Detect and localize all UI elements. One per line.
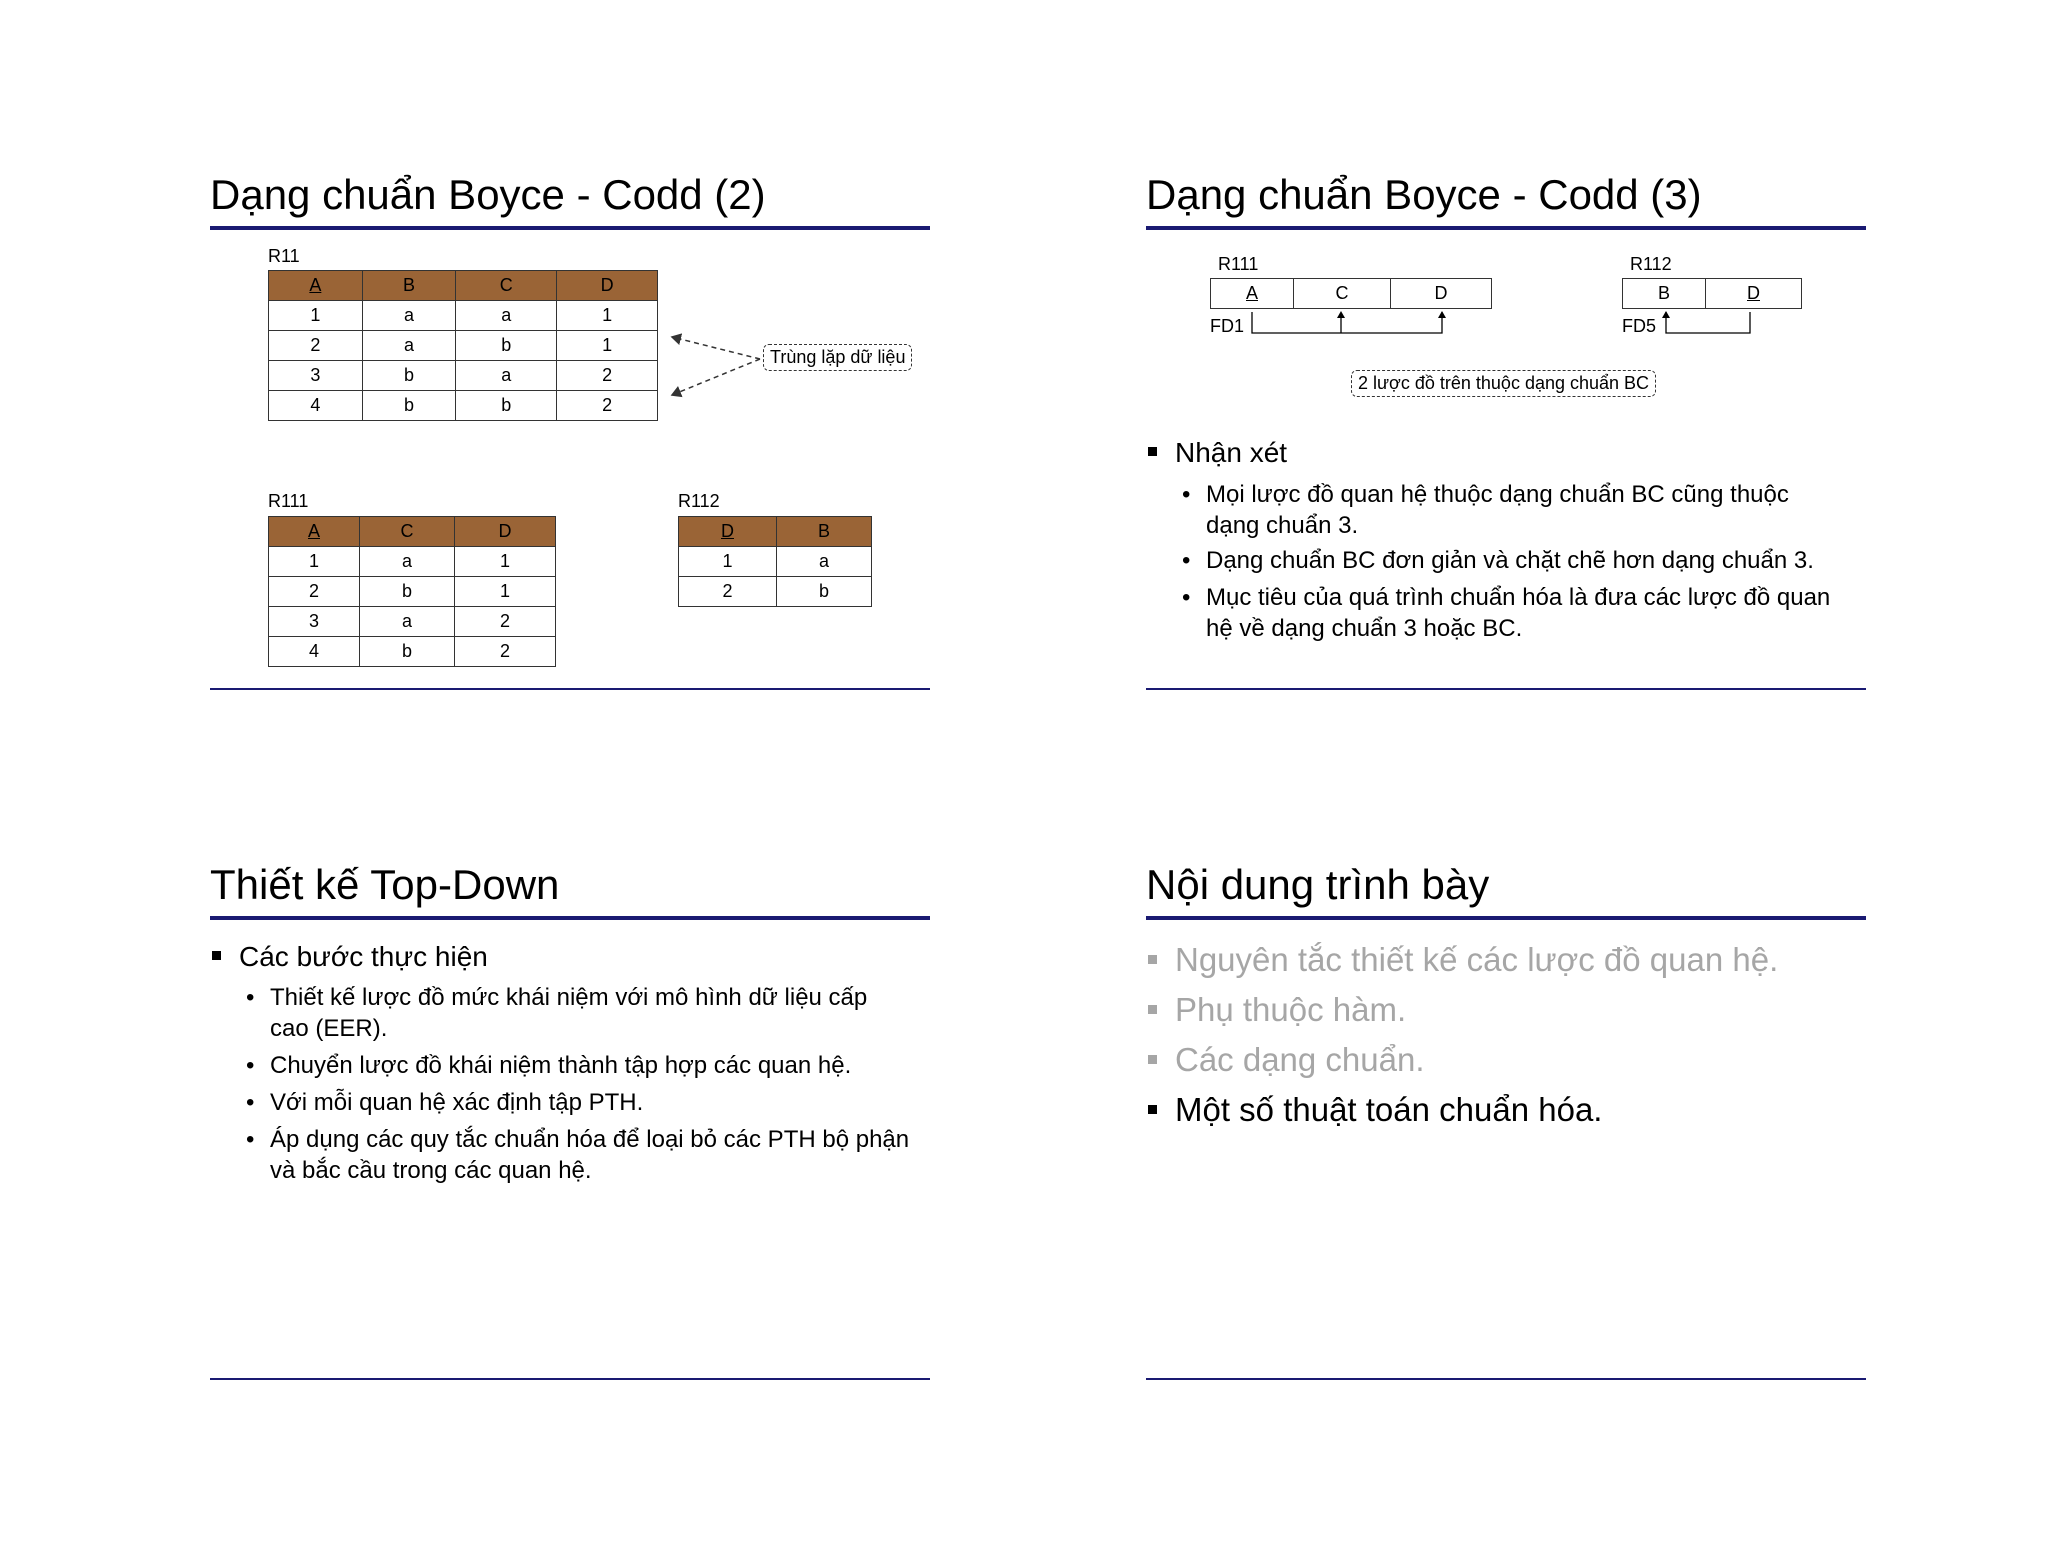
table-cell: b [360, 637, 455, 667]
outline-item-current [1148, 1090, 1602, 1130]
sub-bullet [1182, 479, 1846, 541]
bullet-dot-icon: • [246, 1052, 255, 1079]
bullet-square-icon [1148, 1005, 1157, 1014]
table-row [269, 607, 556, 637]
bullet-square-icon [1148, 1105, 1157, 1114]
slide-title: Thiết kế Top-Down [210, 861, 560, 908]
table-cell: a [362, 301, 456, 331]
slide-title: Dạng chuẩn Boyce - Codd (3) [1146, 171, 1702, 218]
schema-label-r111: R111 [1218, 254, 1259, 274]
table-header: D [679, 517, 777, 547]
footer-rule [210, 1378, 930, 1380]
footer-rule [1146, 688, 1866, 690]
table-cell: 1 [455, 547, 556, 577]
bullet-dot-icon: • [1182, 481, 1191, 508]
slide-top-down [210, 860, 930, 1380]
schema-attr: D [1391, 279, 1492, 309]
outline-item-text: Một số thuật toán chuẩn hóa. [1175, 1091, 1603, 1128]
sub-bullet [246, 1124, 910, 1186]
slide-bcnf-3 [1146, 170, 1866, 690]
outline-item-text: Các dạng chuẩn. [1175, 1041, 1425, 1078]
schema-attr: B [1623, 279, 1706, 309]
bcnf-callout: 2 lược đồ trên thuộc dạng chuẩn BC [1351, 370, 1656, 397]
table-r112 [678, 516, 872, 607]
bullet-cac-buoc [212, 940, 488, 974]
table-row [269, 547, 556, 577]
table-header: B [777, 517, 872, 547]
sub-bullet [246, 1050, 910, 1081]
table-label-r111: R111 [268, 491, 309, 511]
table-row [269, 637, 556, 667]
schema-attr: A [1211, 279, 1294, 309]
table-cell: 3 [269, 361, 363, 391]
table-row [269, 577, 556, 607]
bullet-square-icon [1148, 447, 1157, 456]
table-cell: 2 [557, 361, 658, 391]
table-header: C [360, 517, 455, 547]
fd-label-fd1: FD1 [1210, 316, 1245, 336]
table-cell: a [456, 301, 557, 331]
table-cell: 2 [269, 331, 363, 361]
bullet-dot-icon: • [246, 1126, 255, 1153]
table-cell: a [360, 607, 455, 637]
bullet-text: Nhận xét [1175, 437, 1288, 468]
table-header: A [269, 271, 363, 301]
table-label-r112: R112 [678, 491, 720, 511]
schema-attr: C [1294, 279, 1391, 309]
outline-item [1148, 940, 1778, 980]
table-cell: 2 [455, 637, 556, 667]
outline-item [1148, 990, 1406, 1030]
sub-bullet [246, 1087, 910, 1118]
table-cell: 2 [679, 577, 777, 607]
table-cell: b [456, 391, 557, 421]
sub-bullet-text: Mục tiêu của quá trình chuẩn hóa là đưa các lược đồ quan hệ về dạng chuẩn 3 hoặc BC. [1206, 584, 1831, 642]
schema-label-r112: R112 [1630, 254, 1672, 274]
sub-bullet-text: Dạng chuẩn BC đơn giản và chặt chẽ hơn dạng chuẩn 3. [1206, 547, 1814, 574]
table-cell: 3 [269, 607, 360, 637]
sub-bullet-text: Với mỗi quan hệ xác định tập PTH. [270, 1089, 644, 1116]
table-cell: b [362, 361, 456, 391]
sub-bullet [1182, 545, 1846, 576]
table-cell: 1 [269, 547, 360, 577]
table-cell: 2 [269, 577, 360, 607]
table-header: B [362, 271, 456, 301]
table-cell: 2 [455, 607, 556, 637]
sub-bullet-text: Mọi lược đồ quan hệ thuộc dạng chuẩn BC cũng thuộc dạng chuẩn 3. [1206, 481, 1789, 539]
bullet-nhan-xet [1148, 436, 1287, 470]
table-cell: 2 [557, 391, 658, 421]
schema-attr: D [1706, 279, 1802, 309]
outline-item [1148, 1040, 1425, 1080]
table-cell: 1 [679, 547, 777, 577]
bullet-dot-icon: • [1182, 547, 1191, 574]
table-cell: a [362, 331, 456, 361]
table-cell: 4 [269, 637, 360, 667]
table-cell: a [777, 547, 872, 577]
bullet-square-icon [1148, 955, 1157, 964]
table-cell: b [777, 577, 872, 607]
outline-item-text: Phụ thuộc hàm. [1175, 991, 1407, 1028]
table-cell: b [456, 331, 557, 361]
sub-bullet-text: Thiết kế lược đồ mức khái niệm với mô hình dữ liệu cấp cao (EER). [270, 984, 868, 1042]
table-header: A [269, 517, 360, 547]
table-row [679, 577, 872, 607]
table-header: D [455, 517, 556, 547]
table-label-r11: R11 [268, 246, 300, 266]
slide-bcnf-2 [210, 170, 930, 690]
footer-rule [1146, 1378, 1866, 1380]
table-cell: a [360, 547, 455, 577]
table-cell: 1 [269, 301, 363, 331]
slide-noi-dung [1146, 860, 1866, 1380]
bullet-dot-icon: • [246, 984, 255, 1011]
slide-title: Nội dung trình bày [1146, 861, 1490, 908]
duplicate-data-callout: Trùng lặp dữ liệu [763, 344, 912, 371]
table-row [679, 547, 872, 577]
table-cell: 1 [455, 577, 556, 607]
bullet-text: Các bước thực hiện [239, 941, 488, 972]
bullet-dot-icon: • [246, 1089, 255, 1116]
table-cell: 1 [557, 331, 658, 361]
table-header: C [456, 271, 557, 301]
table-cell: 1 [557, 301, 658, 331]
sub-bullet-text: Chuyển lược đồ khái niệm thành tập hợp các quan hệ. [270, 1052, 852, 1079]
title-rule [1146, 916, 1866, 920]
sub-bullet [246, 982, 910, 1044]
bullet-square-icon [212, 951, 221, 960]
bullet-dot-icon: • [1182, 584, 1191, 611]
sub-bullet-text: Áp dụng các quy tắc chuẩn hóa để loại bỏ các PTH bộ phận và bắc cầu trong các quan hệ. [270, 1126, 910, 1184]
slide-title: Dạng chuẩn Boyce - Codd (2) [210, 171, 766, 218]
table-cell: a [456, 361, 557, 391]
table-r111 [268, 516, 556, 667]
table-header: D [557, 271, 658, 301]
table-cell: b [360, 577, 455, 607]
outline-item-text: Nguyên tắc thiết kế các lược đồ quan hệ. [1175, 941, 1779, 978]
fd-label-fd5: FD5 [1622, 316, 1657, 336]
table-cell: b [362, 391, 456, 421]
footer-rule [210, 688, 930, 690]
table-cell: 4 [269, 391, 363, 421]
title-rule [210, 916, 930, 920]
bullet-square-icon [1148, 1055, 1157, 1064]
sub-bullet [1182, 582, 1846, 644]
